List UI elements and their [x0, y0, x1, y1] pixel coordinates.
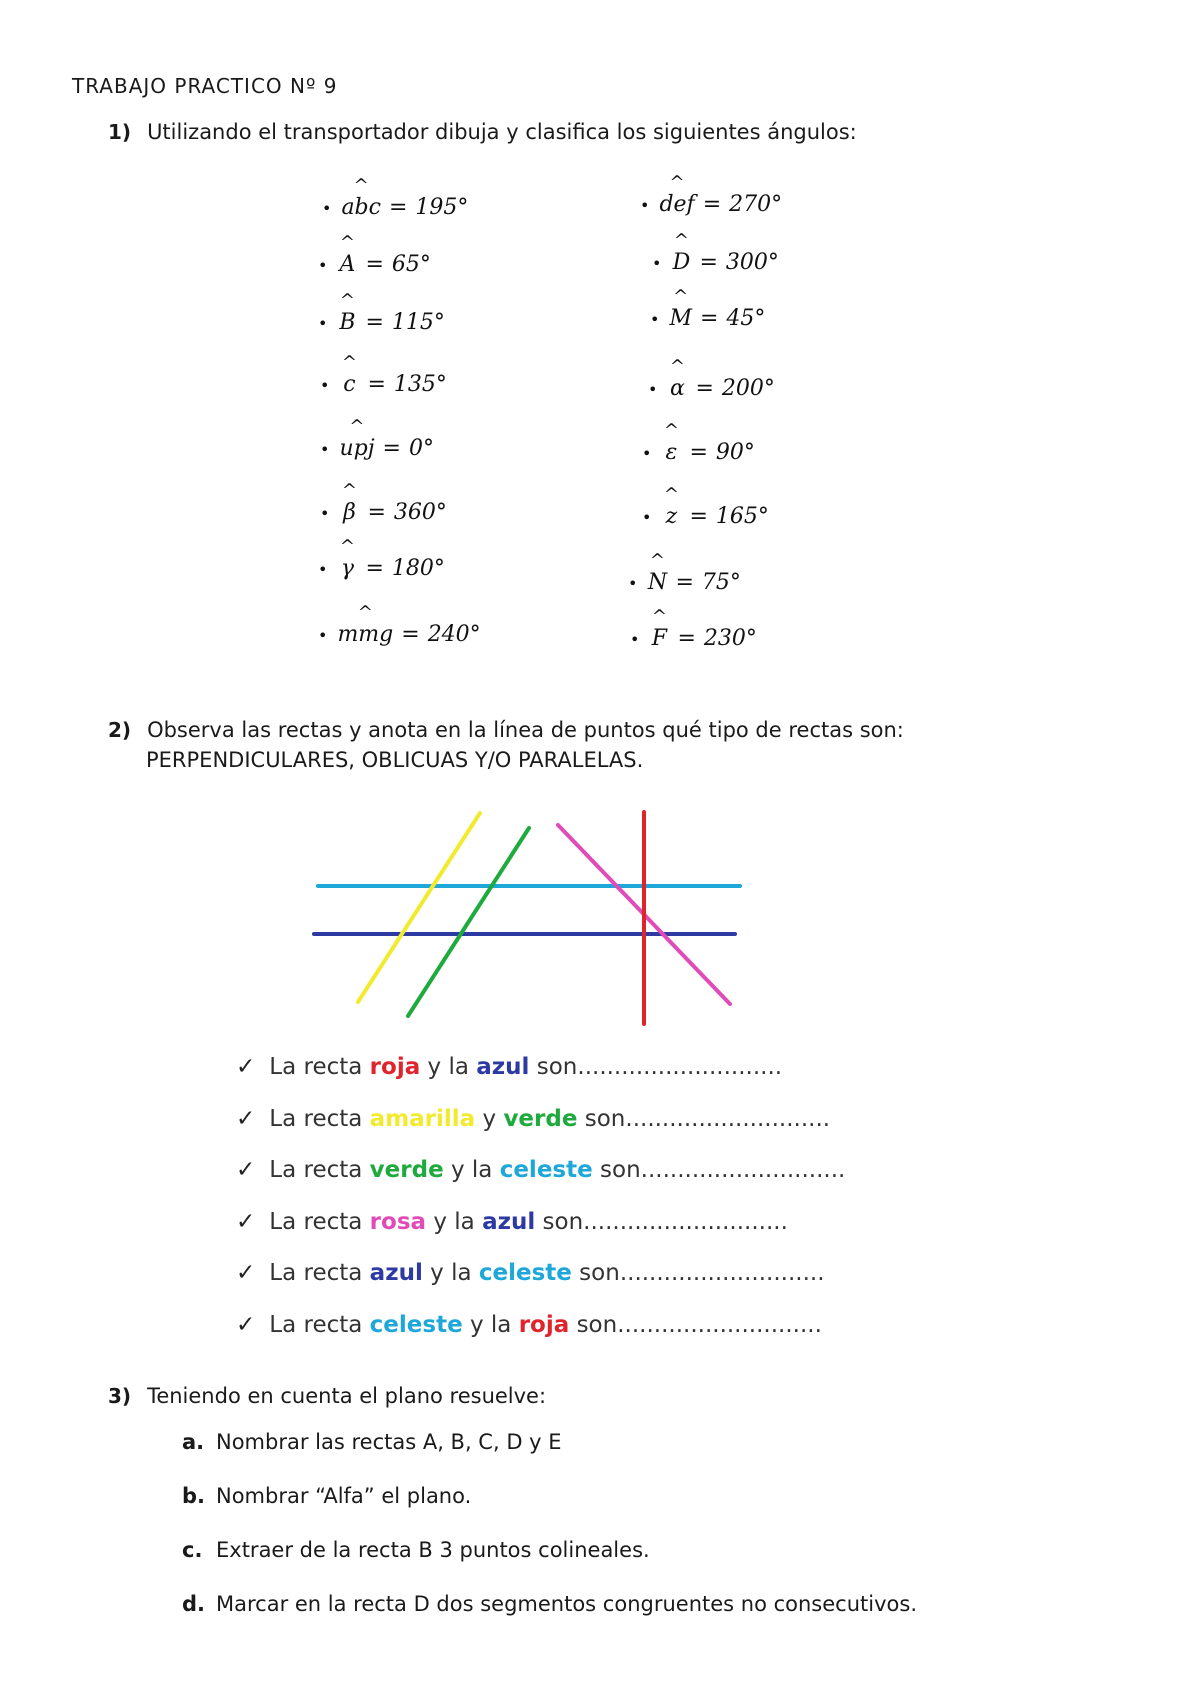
checkmark-icon: ✓: [236, 1209, 256, 1235]
angle-value: 165°: [715, 504, 769, 529]
yellow-line: [358, 813, 480, 1002]
check-item: ✓ La recta azul y la celeste son............................: [236, 1260, 825, 1286]
angle-item: • ^ B = 115°: [318, 290, 445, 335]
angle-value: 75°: [701, 570, 741, 595]
angle-item: • ^ mmg = 240°: [318, 602, 481, 647]
angle-value: 230°: [703, 626, 757, 651]
angle-item: • ^ abc = 195°: [322, 175, 469, 220]
question-3: [108, 1384, 546, 1408]
check-item: ✓ La recta verde y la celeste son............................: [236, 1157, 846, 1183]
angle-value: 360°: [393, 500, 447, 525]
question-2-options: PERPENDICULARES, OBLICUAS Y/O PARALELAS.: [146, 748, 644, 772]
angle-item: • ^ γ = 180°: [318, 536, 445, 581]
angle-value: 0°: [408, 436, 434, 461]
question-1-number: 1): [108, 120, 132, 144]
angle-item: • ^ def = 270°: [640, 172, 783, 217]
check-item: ✓ La recta amarilla y verde son............................: [236, 1106, 831, 1132]
question-3-number: 3): [108, 1384, 132, 1408]
angle-item: • ^ M = 45°: [650, 286, 766, 331]
checkmark-icon: ✓: [236, 1106, 256, 1132]
angle-value: 300°: [725, 250, 779, 275]
angle-value: 135°: [393, 372, 447, 397]
angle-item: • ^ z = 165°: [642, 484, 769, 529]
checkmark-icon: ✓: [236, 1157, 256, 1183]
angle-value: 195°: [415, 195, 469, 220]
check-item: ✓ La recta rosa y la azul son............................: [236, 1209, 788, 1235]
checkmark-icon: ✓: [236, 1312, 256, 1338]
angle-value: 240°: [427, 622, 481, 647]
angle-value: 270°: [729, 192, 783, 217]
angle-value: 200°: [721, 376, 775, 401]
sub-item-b: b. Nombrar “Alfa” el plano.: [182, 1484, 472, 1508]
angle-item: • ^ β = 360°: [320, 480, 447, 525]
question-2-text: Observa las rectas y anota en la línea de puntos qué tipo de rectas son:: [147, 718, 904, 742]
angle-item: • ^ upj = 0°: [320, 416, 434, 461]
angle-item: • ^ α = 200°: [648, 356, 775, 401]
angle-value: 45°: [726, 306, 766, 331]
angle-item: • ^ F = 230°: [630, 606, 757, 651]
angle-value: 180°: [391, 556, 445, 581]
angle-item: • ^ ε = 90°: [642, 420, 755, 465]
question-2-number: 2): [108, 718, 132, 742]
page-title: TRABAJO PRACTICO Nº 9: [72, 74, 338, 98]
angle-value: 90°: [715, 440, 755, 465]
angle-item: • ^ A = 65°: [318, 232, 431, 277]
angle-value: 65°: [391, 252, 431, 277]
angle-value: 115°: [391, 310, 445, 335]
question-1-text: Utilizando el transportador dibuja y clasifica los siguientes ángulos:: [147, 120, 857, 144]
check-item: ✓ La recta roja y la azul son............................: [236, 1054, 783, 1080]
angle-item: • ^ D = 300°: [652, 230, 779, 275]
angle-item: • ^ c = 135°: [320, 352, 447, 397]
checkmark-icon: ✓: [236, 1260, 256, 1286]
angle-item: • ^ N = 75°: [628, 550, 741, 595]
sub-item-d: d. Marcar en la recta D dos segmentos congruentes no consecutivos.: [182, 1592, 917, 1616]
question-3-text: Teniendo en cuenta el plano resuelve:: [147, 1384, 547, 1408]
green-line: [408, 828, 529, 1016]
check-item: ✓ La recta celeste y la roja son............................: [236, 1312, 822, 1338]
sub-item-c: c. Extraer de la recta B 3 puntos colineales.: [182, 1538, 650, 1562]
sub-item-a: a. Nombrar las rectas A, B, C, D y E: [182, 1430, 562, 1454]
checkmark-icon: ✓: [236, 1054, 256, 1080]
